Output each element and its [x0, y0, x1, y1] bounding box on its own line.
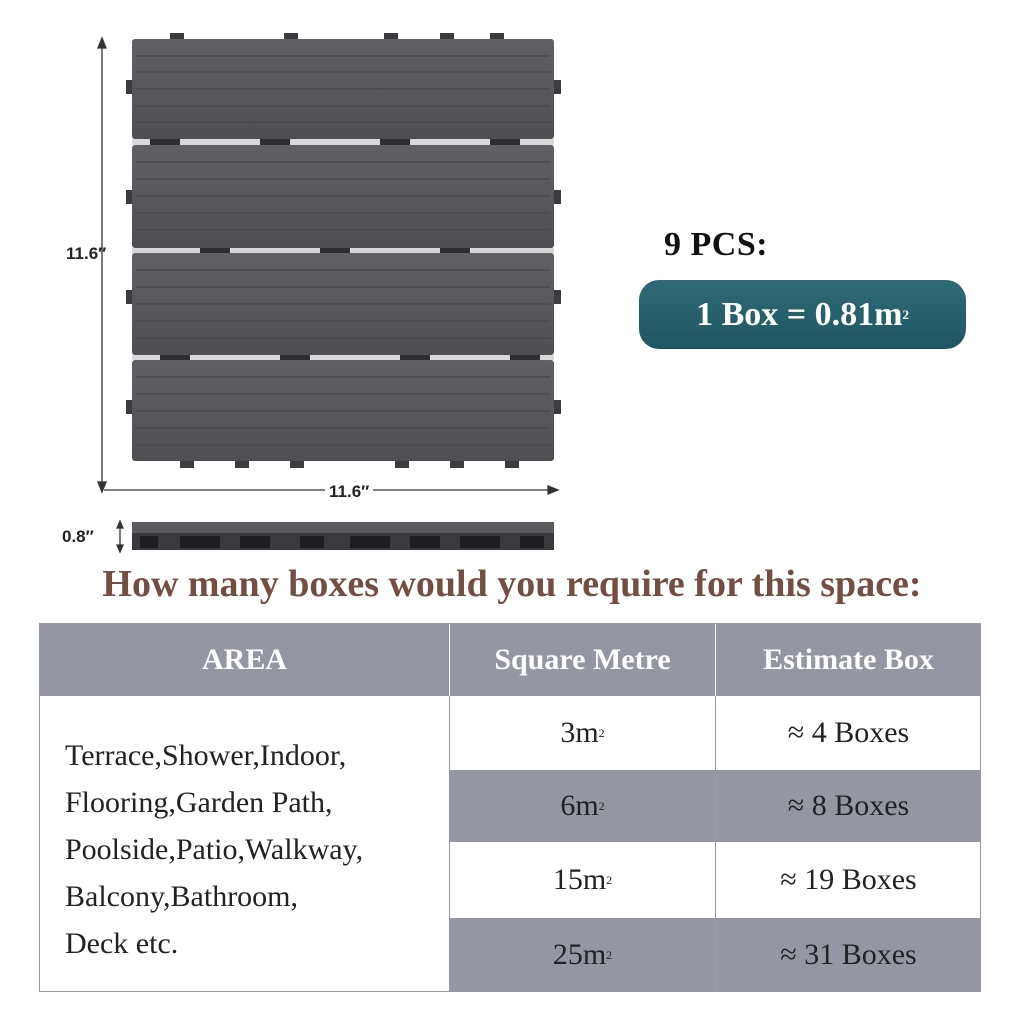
- area-line: Poolside,Patio,Walkway,: [65, 833, 364, 866]
- boxes-cell-2: ≈ 8 Boxes: [787, 789, 910, 822]
- height-dimension-label: 11.6″: [66, 244, 107, 263]
- question-heading: How many boxes would you require for this space:: [102, 563, 922, 605]
- box-coverage-badge: [639, 280, 966, 349]
- area-line: Terrace,Shower,Indoor,: [65, 739, 347, 772]
- area-list: [65, 732, 445, 967]
- box-coverage-sup: 2: [902, 306, 909, 322]
- width-dimension-label: 11.6″: [325, 482, 373, 502]
- area-line: Balcony,Bathroom,: [65, 880, 299, 913]
- area-line: Flooring,Garden Path,: [65, 786, 333, 819]
- header-square-metre: Square Metre: [450, 624, 715, 696]
- header-estimate-box: Estimate Box: [716, 624, 981, 696]
- header-area: AREA: [40, 624, 449, 696]
- boxes-cell-4: ≈ 31 Boxes: [780, 938, 917, 971]
- boxes-cell-3: ≈ 19 Boxes: [780, 863, 917, 896]
- sqm-cell-2: 6m 2: [560, 789, 605, 822]
- sqm-cell-4: 25m 2: [552, 938, 613, 971]
- sqm-cell-3: 15m 2: [552, 863, 613, 896]
- box-coverage-text: 1 Box = 0.81m: [696, 295, 903, 333]
- sqm-cell-1: 3m 2: [560, 716, 605, 749]
- thickness-dimension-label: 0.8″: [62, 527, 94, 546]
- pieces-count: 9 PCS:: [664, 226, 769, 263]
- area-line: Deck etc.: [65, 927, 179, 960]
- estimate-table: [39, 623, 981, 992]
- boxes-cell-1: ≈ 4 Boxes: [787, 716, 910, 749]
